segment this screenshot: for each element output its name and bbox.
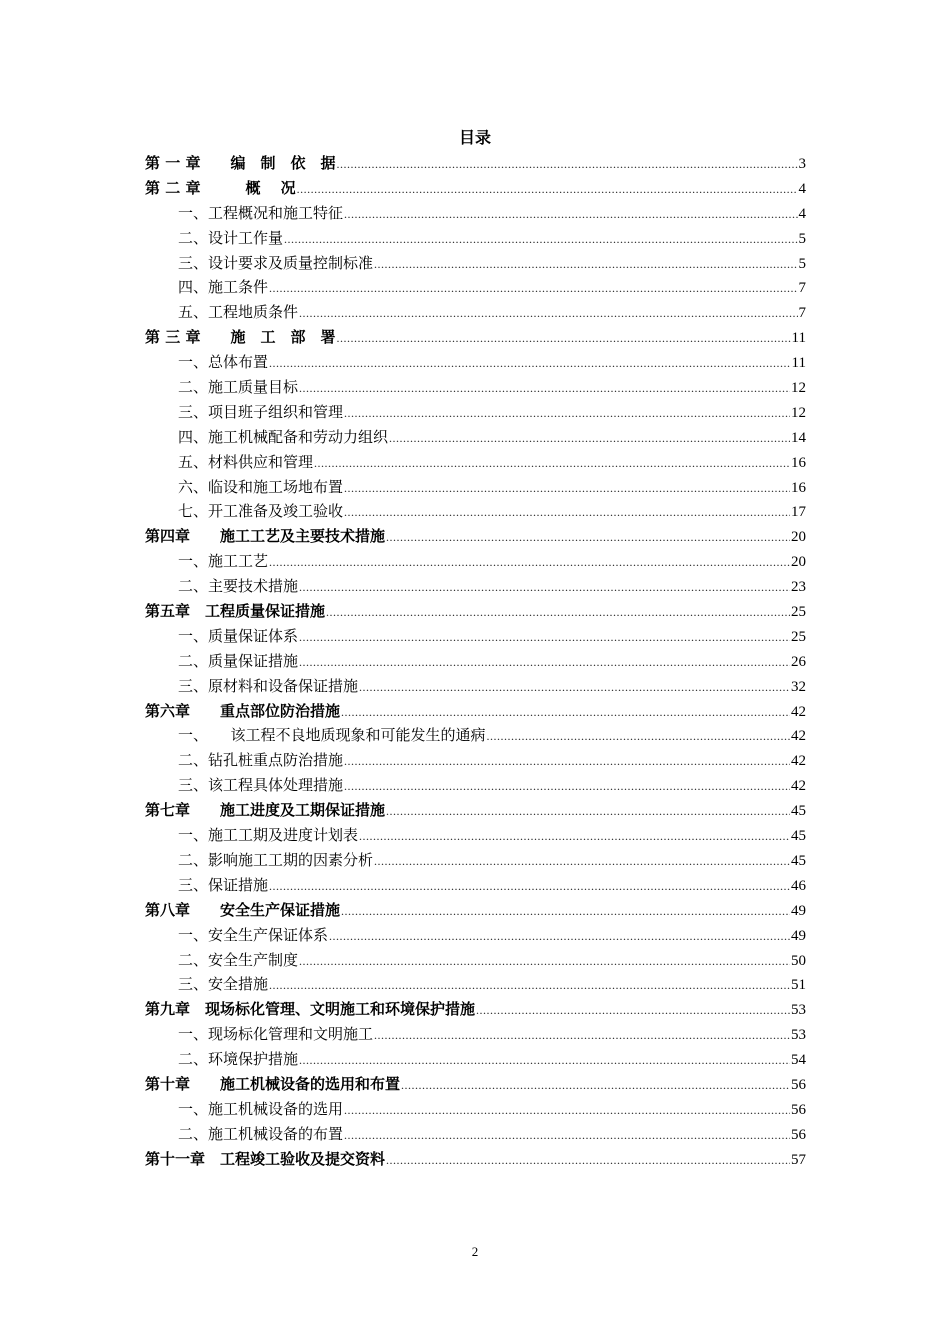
toc-section-entry[interactable]: [145, 823, 806, 848]
toc-section-entry[interactable]: [145, 574, 806, 599]
toc-dot-leader: [299, 301, 797, 326]
toc-entry-page: 11: [791, 330, 806, 347]
toc-entry-page: 57: [791, 1151, 806, 1168]
toc-entry-label: 二、环境保护措施: [178, 1050, 299, 1069]
toc-dot-leader: [297, 177, 798, 202]
toc-entry-page: 14: [791, 429, 806, 446]
toc-entry-page: 26: [791, 653, 806, 670]
toc-section-entry[interactable]: [145, 723, 806, 748]
toc-section-entry[interactable]: [145, 226, 806, 251]
toc-section-entry[interactable]: [145, 873, 806, 898]
toc-entry-page: 42: [791, 728, 806, 745]
toc-entry-page: 12: [791, 380, 806, 397]
toc-entry-label: 一、施工机械设备的选用: [178, 1099, 344, 1118]
toc-dot-leader: [359, 824, 790, 849]
toc-entry-label: 三、项目班子组织和管理: [178, 402, 344, 421]
toc-entry-label: 第五章 工程质量保证措施: [145, 602, 326, 621]
toc-entry-label: 二、施工机械设备的布置: [178, 1124, 344, 1143]
toc-section-entry[interactable]: [145, 1122, 806, 1147]
toc-dot-leader: [284, 227, 797, 252]
toc-entry-page: 20: [791, 554, 806, 571]
toc-entry-page: 16: [791, 454, 806, 471]
toc-chapter-entry[interactable]: [145, 176, 806, 201]
toc-dot-leader: [299, 376, 790, 401]
toc-dot-leader: [344, 774, 790, 799]
toc-entry-label: 一、质量保证体系: [178, 626, 299, 645]
toc-dot-leader: [344, 500, 790, 525]
toc-chapter-entry[interactable]: [145, 151, 806, 176]
toc-dot-leader: [344, 1123, 790, 1148]
toc-entry-page: 53: [791, 1002, 806, 1019]
toc-entry-label: 四、施工条件: [178, 278, 269, 297]
toc-entry-page: 54: [791, 1052, 806, 1069]
toc-entry-label: 二、主要技术措施: [178, 577, 299, 596]
toc-entry-page: 42: [791, 753, 806, 770]
toc-entry-page: 25: [791, 628, 806, 645]
toc-chapter-entry[interactable]: [145, 898, 806, 923]
toc-dot-leader: [386, 1148, 790, 1173]
toc-entry-label: 三、原材料和设备保证措施: [178, 676, 359, 695]
toc-dot-leader: [401, 1073, 790, 1098]
toc-section-entry[interactable]: [145, 1097, 806, 1122]
toc-entry-label: 第七章 施工进度及工期保证措施: [145, 801, 386, 820]
table-of-contents: [145, 151, 806, 1172]
toc-dot-leader: [476, 998, 790, 1023]
toc-entry-label: 一、施工工艺: [178, 552, 269, 571]
toc-chapter-entry[interactable]: [145, 524, 806, 549]
toc-dot-leader: [487, 724, 790, 749]
toc-dot-leader: [389, 426, 790, 451]
toc-entry-label: 第 一 章 编 制 依 据: [145, 154, 336, 172]
toc-section-entry[interactable]: [145, 425, 806, 450]
toc-entry-label: 三、保证措施: [178, 875, 269, 894]
toc-dot-leader: [344, 202, 797, 227]
toc-dot-leader: [374, 849, 790, 874]
toc-entry-label: 二、设计工作量: [178, 228, 284, 247]
toc-entry-page: 7: [798, 305, 806, 322]
toc-entry-page: 50: [791, 952, 806, 969]
toc-entry-page: 42: [791, 703, 806, 720]
toc-entry-label: 第四章 施工工艺及主要技术措施: [145, 527, 386, 546]
toc-section-entry[interactable]: [145, 1022, 806, 1047]
toc-dot-leader: [386, 799, 790, 824]
toc-dot-leader: [336, 326, 790, 351]
toc-chapter-entry[interactable]: [145, 798, 806, 823]
toc-entry-page: 23: [791, 579, 806, 596]
toc-section-entry[interactable]: [145, 549, 806, 574]
toc-section-entry[interactable]: [145, 275, 806, 300]
toc-entry-label: 四、施工机械配备和劳动力组织: [178, 427, 389, 446]
toc-entry-label: 一、 该工程不良地质现象和可能发生的通病: [178, 726, 486, 745]
toc-dot-leader: [269, 550, 790, 575]
toc-entry-label: 第十章 施工机械设备的选用和布置: [145, 1074, 401, 1093]
toc-entry-label: 一、施工工期及进度计划表: [178, 826, 359, 845]
toc-dot-leader: [314, 451, 790, 476]
toc-section-entry[interactable]: [145, 251, 806, 276]
toc-entry-page: 45: [791, 803, 806, 820]
toc-title: 目录: [458, 128, 491, 147]
toc-section-entry[interactable]: [145, 201, 806, 226]
toc-entry-page: 56: [791, 1101, 806, 1118]
toc-entry-page: 5: [798, 255, 806, 272]
toc-dot-leader: [344, 749, 790, 774]
toc-entry-page: 49: [791, 927, 806, 944]
toc-entry-label: 七、开工准备及竣工验收: [178, 502, 344, 521]
toc-entry-label: 三、设计要求及质量控制标准: [178, 253, 374, 272]
toc-section-entry[interactable]: [145, 375, 806, 400]
toc-entry-label: 第 二 章 概 况: [145, 178, 296, 197]
toc-dot-leader: [336, 152, 797, 177]
toc-dot-leader: [329, 924, 790, 949]
toc-entry-label: 第九章 现场标化管理、文明施工和环境保护措施: [145, 1000, 476, 1019]
toc-section-entry[interactable]: [145, 624, 806, 649]
toc-dot-leader: [269, 973, 790, 998]
toc-entry-page: 20: [791, 529, 806, 546]
toc-entry-page: 45: [791, 852, 806, 869]
toc-dot-leader: [344, 1098, 790, 1123]
toc-entry-page: 4: [798, 180, 806, 197]
toc-dot-leader: [269, 351, 791, 376]
toc-section-entry[interactable]: [145, 848, 806, 873]
toc-section-entry[interactable]: [145, 649, 806, 674]
toc-entry-label: 五、工程地质条件: [178, 303, 299, 322]
toc-section-entry[interactable]: [145, 674, 806, 699]
toc-chapter-entry[interactable]: [145, 1072, 806, 1097]
toc-entry-label: 二、施工质量目标: [178, 378, 299, 397]
toc-dot-leader: [374, 252, 797, 277]
toc-dot-leader: [299, 1048, 790, 1073]
toc-dot-leader: [374, 1023, 790, 1048]
toc-dot-leader: [344, 401, 790, 426]
toc-entry-label: 二、安全生产制度: [178, 950, 299, 969]
toc-dot-leader: [326, 600, 790, 625]
toc-entry-page: 17: [791, 504, 806, 521]
toc-entry-label: 第 三 章 施 工 部 署: [145, 328, 336, 347]
toc-entry-page: 32: [791, 678, 806, 695]
toc-chapter-entry[interactable]: [145, 1147, 806, 1172]
toc-dot-leader: [359, 675, 790, 700]
toc-entry-label: 六、临设和施工场地布置: [178, 477, 344, 496]
toc-section-entry[interactable]: [145, 923, 806, 948]
toc-dot-leader: [299, 650, 790, 675]
toc-entry-label: 一、总体布置: [178, 353, 269, 372]
toc-entry-page: 46: [791, 877, 806, 894]
toc-entry-page: 53: [791, 1027, 806, 1044]
toc-dot-leader: [269, 276, 797, 301]
toc-section-entry[interactable]: [145, 350, 806, 375]
toc-entry-page: 25: [791, 604, 806, 621]
toc-entry-page: 7: [798, 280, 806, 297]
toc-section-entry[interactable]: [145, 300, 806, 325]
toc-dot-leader: [341, 899, 790, 924]
toc-chapter-entry[interactable]: [145, 325, 806, 350]
toc-section-entry[interactable]: [145, 748, 806, 773]
toc-entry-page: 51: [791, 977, 806, 994]
toc-entry-label: 一、工程概况和施工特征: [178, 203, 344, 222]
toc-section-entry[interactable]: [145, 400, 806, 425]
toc-section-entry[interactable]: [145, 499, 806, 524]
toc-section-entry[interactable]: [145, 948, 806, 973]
toc-dot-leader: [341, 700, 790, 725]
toc-entry-page: 42: [791, 778, 806, 795]
toc-entry-label: 三、该工程具体处理措施: [178, 776, 344, 795]
toc-entry-page: 45: [791, 828, 806, 845]
toc-entry-label: 一、安全生产保证体系: [178, 925, 329, 944]
toc-section-entry[interactable]: [145, 1047, 806, 1072]
toc-chapter-entry[interactable]: [145, 599, 806, 624]
toc-entry-page: 49: [791, 902, 806, 919]
page-number: 2: [471, 1244, 479, 1259]
toc-entry-label: 第六章 重点部位防治措施: [145, 701, 341, 720]
toc-section-entry[interactable]: [145, 475, 806, 500]
toc-entry-page: 11: [791, 355, 806, 372]
toc-entry-page: 5: [798, 230, 806, 247]
toc-entry-label: 第十一章 工程竣工验收及提交资料: [145, 1149, 386, 1168]
toc-entry-label: 五、材料供应和管理: [178, 452, 314, 471]
toc-dot-leader: [299, 575, 790, 600]
toc-chapter-entry[interactable]: [145, 997, 806, 1022]
toc-entry-label: 二、质量保证措施: [178, 651, 299, 670]
toc-section-entry[interactable]: [145, 972, 806, 997]
toc-entry-page: 56: [791, 1076, 806, 1093]
toc-dot-leader: [269, 874, 790, 899]
toc-entry-page: 16: [791, 479, 806, 496]
toc-dot-leader: [344, 476, 790, 501]
toc-entry-label: 三、安全措施: [178, 975, 269, 994]
toc-entry-label: 二、钻孔桩重点防治措施: [178, 751, 344, 770]
toc-entry-page: 3: [798, 156, 806, 172]
toc-dot-leader: [299, 625, 790, 650]
toc-entry-page: 4: [798, 205, 806, 222]
toc-entry-label: 第八章 安全生产保证措施: [145, 900, 341, 919]
toc-section-entry[interactable]: [145, 450, 806, 475]
toc-entry-label: 一、现场标化管理和文明施工: [178, 1025, 374, 1044]
toc-chapter-entry[interactable]: [145, 699, 806, 724]
toc-section-entry[interactable]: [145, 773, 806, 798]
toc-dot-leader: [386, 525, 790, 550]
toc-entry-label: 二、影响施工工期的因素分析: [178, 850, 374, 869]
toc-dot-leader: [299, 949, 790, 974]
toc-entry-page: 56: [791, 1126, 806, 1143]
toc-entry-page: 12: [791, 404, 806, 421]
